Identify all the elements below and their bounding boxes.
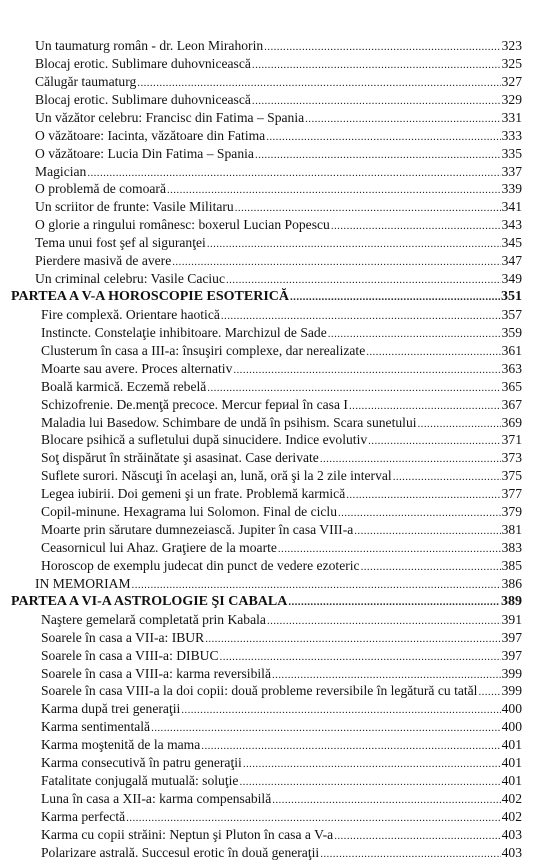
toc-entry-title: Călugăr taumaturg — [35, 73, 137, 89]
toc-leader-dots — [272, 666, 501, 683]
toc-entry — [41, 342, 522, 360]
toc-entry — [41, 682, 522, 700]
toc-entry-title: Blocaj erotic. Sublimare duhovnicească — [35, 91, 251, 107]
toc-leader-dots — [207, 235, 501, 252]
toc-entry — [41, 611, 522, 629]
toc-leader-dots — [393, 468, 501, 485]
toc-entry-title: Blocare psihică a sufletului după sinucidere. Indice evolutiv — [41, 432, 368, 448]
toc-leader-dots — [221, 307, 501, 324]
toc-entry-page: 369 — [501, 414, 522, 430]
toc-entry-title: Copil-minune. Hexagrama lui Solomon. Final de ciclu — [41, 504, 337, 520]
toc-entry — [35, 55, 522, 73]
toc-entry-title: Instincte. Constelaţie inhibitoare. Marchizul de Sade — [41, 324, 327, 340]
toc-entry — [41, 629, 522, 647]
toc-entry-title: Karma consecutivă în patru generaţii — [41, 755, 242, 771]
toc-entry-title: Moarte prin sărutare dumnezeiască. Jupiter în casa VIII-a — [41, 522, 354, 538]
toc-entry — [41, 503, 522, 521]
toc-entry — [35, 73, 522, 91]
toc-leader-dots — [132, 576, 501, 593]
toc-entry-page: 385 — [501, 557, 522, 573]
toc-entry-title: Tema unui fost şef al siguranţei — [35, 235, 206, 251]
toc-entry-title: Moarte sau avere. Proces alternativ — [41, 360, 233, 376]
toc-leader-dots — [368, 432, 500, 449]
toc-leader-dots — [252, 92, 501, 109]
toc-entry — [41, 539, 522, 557]
toc-entry-page: 343 — [501, 217, 522, 233]
toc-entry-title: Soarele în casa a VIII-a: DIBUC — [41, 647, 219, 663]
toc-entry — [35, 198, 522, 216]
toc-entry — [41, 826, 522, 844]
toc-leader-dots — [126, 809, 500, 826]
toc-leader-dots — [87, 164, 500, 181]
toc-leader-dots — [167, 181, 501, 198]
toc-entry-page: 399 — [501, 665, 522, 681]
toc-leader-dots — [334, 827, 500, 844]
toc-leader-dots — [226, 271, 501, 288]
toc-entry-title: Soarele în casa VIII-a la doi copii: două probleme reversibile în legătură cu tatăl — [41, 683, 478, 699]
toc-leader-dots — [288, 593, 500, 611]
toc-leader-dots — [255, 146, 501, 163]
toc-leader-dots — [220, 648, 501, 665]
toc-entry — [41, 754, 522, 772]
toc-entry — [35, 270, 522, 288]
toc-entry-page: 347 — [501, 253, 522, 269]
toc-entry-page: 351 — [501, 289, 522, 305]
toc-leader-dots — [366, 343, 500, 360]
toc-entry-title: Legea iubirii. Doi gemeni şi un frate. Problemă karmică — [41, 486, 346, 502]
toc-entry-page: 329 — [501, 91, 522, 107]
toc-entry — [41, 414, 522, 432]
toc-entry-page: 363 — [501, 360, 522, 376]
toc-entry-title: Maladia lui Basedow. Schimbare de undă în psihism. Scara sunetului — [41, 414, 417, 430]
toc-entry — [41, 808, 522, 826]
toc-entry-page: 403 — [501, 826, 522, 842]
toc-entry — [41, 790, 522, 808]
toc-entry — [35, 180, 522, 198]
toc-entry — [41, 396, 522, 414]
toc-entry-page: 371 — [501, 432, 522, 448]
toc-leader-dots — [278, 540, 501, 557]
toc-entry-title: Schizofrenie. De.menţă precoce. Mercur fериal în casa I — [41, 396, 348, 412]
toc-entry-title: Ceasornicul lui Ahaz. Graţiere de la moarte — [41, 540, 277, 556]
toc-entry-title: Polarizare astrală. Succesul erotic în două generaţii — [41, 844, 320, 860]
toc-entry — [35, 163, 522, 181]
toc-leader-dots — [181, 701, 500, 718]
toc-leader-dots — [320, 450, 501, 467]
toc-leader-dots — [305, 110, 500, 127]
toc-entry — [35, 252, 522, 270]
toc-leader-dots — [272, 791, 500, 808]
toc-entry-page: 389 — [501, 593, 522, 609]
toc-entry-page: 400 — [501, 701, 522, 717]
toc-entry-page: 391 — [501, 611, 522, 627]
toc-leader-dots — [478, 683, 500, 700]
toc-entry-title: Karma perfectă — [41, 808, 126, 824]
toc-entry — [41, 718, 522, 736]
toc-entry-page: 327 — [501, 73, 522, 89]
toc-entry-page: 386 — [501, 575, 522, 591]
toc-entry — [35, 216, 522, 234]
toc-leader-dots — [151, 719, 501, 736]
toc-entry-title: Un văzător celebru: Francisc din Fatima – Spania — [35, 109, 305, 125]
toc-entry-title: Karma moştenită de la mama — [41, 737, 201, 753]
toc-entry-title: Karma după trei generaţii — [41, 701, 181, 717]
toc-entry-title: Soţ dispărut în străinătate şi asasinat. Case derivate — [41, 450, 319, 466]
toc-leader-dots — [290, 288, 500, 306]
toc-entry — [35, 37, 522, 55]
toc-entry-title: Luna în casa a XII-a: karma compensabilă — [41, 791, 272, 807]
toc-entry-page: 331 — [501, 109, 522, 125]
toc-entry — [41, 844, 522, 862]
toc-entry-page: 339 — [501, 181, 522, 197]
toc-entry — [41, 557, 522, 575]
toc-entry-page: 383 — [501, 540, 522, 556]
toc-entry-page: 361 — [501, 342, 522, 358]
toc-entry — [41, 467, 522, 485]
toc-part-heading — [11, 288, 522, 306]
toc-entry-title: Boală karmică. Eczemă rebelă — [41, 378, 207, 394]
toc-leader-dots — [349, 397, 501, 414]
toc-entry-page: 373 — [501, 450, 522, 466]
toc-entry — [41, 647, 522, 665]
toc-part-heading — [11, 593, 522, 611]
toc-entry-page: 402 — [501, 808, 522, 824]
toc-entry-title: Magician — [35, 163, 87, 179]
toc-entry-title: Karma cu copii străini: Neptun şi Pluton în casa a V-a — [41, 826, 334, 842]
toc-entry — [35, 234, 522, 252]
toc-entry-title: Karma sentimentală — [41, 719, 151, 735]
toc-entry — [41, 431, 522, 449]
toc-entry-page: 325 — [501, 55, 522, 71]
toc-entry-title: PARTEA A VI-A ASTROLOGIE ŞI CABALA — [11, 593, 288, 609]
toc-entry — [35, 145, 522, 163]
toc-entry-title: O văzătoare: Iacinta, văzătoare din Fatima — [35, 127, 266, 143]
toc-entry — [41, 306, 522, 324]
toc-entry-page: 367 — [501, 396, 522, 412]
toc-leader-dots — [361, 558, 501, 575]
toc-entry-title: Soarele în casa a VII-a: IBUR — [41, 629, 205, 645]
toc-entry-page: 341 — [501, 199, 522, 215]
toc-leader-dots — [346, 486, 500, 503]
toc-leader-dots — [207, 379, 500, 396]
toc-leader-dots — [172, 253, 500, 270]
toc-entry-page: 403 — [501, 844, 522, 860]
toc-leader-dots — [267, 612, 501, 629]
toc-leader-dots — [331, 217, 501, 234]
toc-entry — [41, 449, 522, 467]
toc-leader-dots — [235, 199, 501, 216]
toc-entry-page: 345 — [501, 235, 522, 251]
toc-entry-page: 323 — [501, 38, 522, 53]
toc-entry — [41, 324, 522, 342]
toc-entry-page: 400 — [501, 719, 522, 735]
toc-entry-page: 401 — [501, 755, 522, 771]
toc-leader-dots — [354, 522, 500, 539]
toc-entry-title: O glorie a ringului românesc: boxerul Lucian Popescu — [35, 217, 330, 233]
toc-entry-page: 381 — [501, 522, 522, 538]
toc-entry — [41, 521, 522, 539]
toc-entry-page: 379 — [501, 504, 522, 520]
toc-entry-title: Un scriitor de frunte: Vasile Militaru — [35, 199, 234, 215]
toc-leader-dots — [233, 361, 500, 378]
toc-leader-dots — [418, 415, 501, 432]
toc-entry-page: 377 — [501, 486, 522, 502]
toc-entry-title: PARTEA A V-A HOROSCOPIE ESOTERICĂ — [11, 289, 290, 305]
toc-entry-title: IN MEMORIAM — [35, 575, 131, 591]
toc-entry-page: 333 — [501, 127, 522, 143]
toc-entry-title: Un taumaturg român - dr. Leon Mirahorin — [35, 38, 264, 53]
toc-entry-page: 335 — [501, 145, 522, 161]
toc-entry — [41, 772, 522, 790]
toc-entry-title: Pierdere masivă de avere — [35, 253, 172, 269]
toc-entry-page: 397 — [501, 629, 522, 645]
toc-entry — [41, 700, 522, 718]
toc-entry-page: 402 — [501, 791, 522, 807]
toc-entry-page: 365 — [501, 378, 522, 394]
toc-entry — [41, 360, 522, 378]
toc-entry-title: Un criminal celebru: Vasile Caciuc — [35, 271, 225, 287]
toc-entry-page: 337 — [501, 163, 522, 179]
toc-entry-title: Soarele în casa a VIII-a: karma reversibilă — [41, 665, 271, 681]
toc-entry — [35, 575, 522, 593]
toc-leader-dots — [137, 74, 500, 91]
toc-entry-page: 375 — [501, 468, 522, 484]
toc-entry-page: 349 — [501, 271, 522, 287]
toc-entry-title: Blocaj erotic. Sublimare duhovnicească — [35, 55, 251, 71]
toc-entry-page: 401 — [501, 773, 522, 789]
toc-entry — [35, 127, 522, 145]
toc-leader-dots — [338, 504, 501, 521]
toc-leader-dots — [328, 325, 501, 342]
toc-entry-title: Fire complexă. Orientare haotică — [41, 306, 220, 322]
toc-entry-page: 399 — [501, 683, 522, 699]
toc-entry-title: O văzătoare: Lucia Din Fatima – Spania — [35, 145, 254, 161]
toc-entry — [41, 736, 522, 754]
toc-leader-dots — [243, 755, 501, 772]
toc-entry-page: 401 — [501, 737, 522, 753]
toc-entry-page: 359 — [501, 324, 522, 340]
toc-leader-dots — [264, 38, 500, 55]
toc-entry-title: Suflete surori. Născuţi în acelaşi an, lună, oră şi la 2 zile interval — [41, 468, 392, 484]
toc-entry-title: Horoscop de exemplu judecat din punct de vedere ezoteric — [41, 557, 360, 573]
toc-entry-title: Fatalitate conjugală mutuală: soluţie — [41, 773, 239, 789]
toc-leader-dots — [320, 845, 500, 862]
toc-leader-dots — [252, 56, 501, 73]
toc-entry — [41, 665, 522, 683]
toc-entry-title: Naştere gemelară completată prin Kabala — [41, 611, 266, 627]
toc-entry-page: 357 — [501, 306, 522, 322]
toc-entry — [41, 485, 522, 503]
toc-leader-dots — [266, 128, 500, 145]
toc-leader-dots — [205, 630, 500, 647]
toc-entry-page: 397 — [501, 647, 522, 663]
toc-entry — [41, 378, 522, 396]
toc-leader-dots — [239, 773, 500, 790]
toc-entry — [35, 91, 522, 109]
toc-entry — [35, 109, 522, 127]
toc-entry-title: O problemă de comoară — [35, 181, 166, 197]
toc-leader-dots — [201, 737, 500, 754]
toc-entry-title: Clusterum în casa a III-a: însuşiri complexe, dar nerealizate — [41, 342, 366, 358]
